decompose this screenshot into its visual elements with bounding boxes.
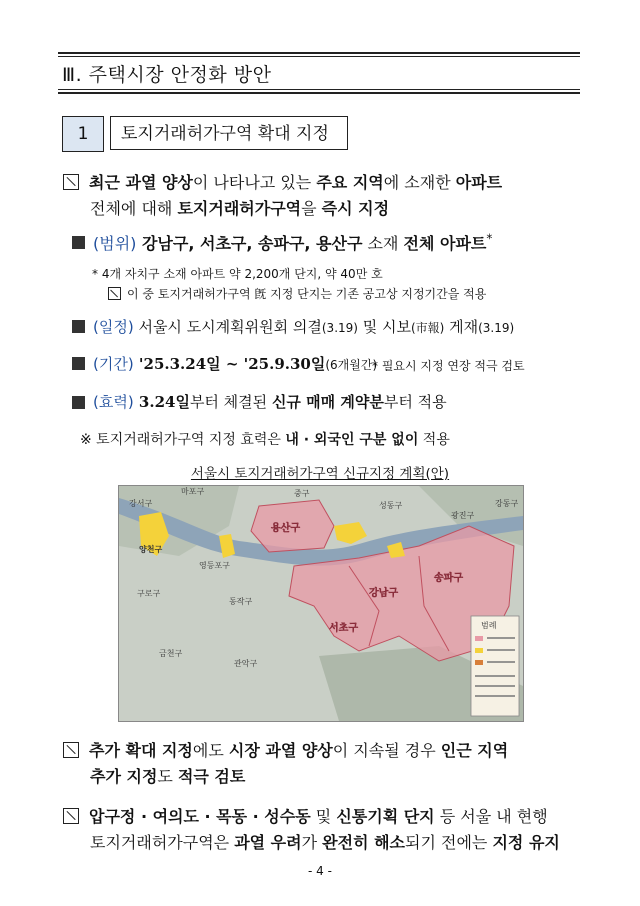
para2-line2: 추가 지정도 적극 검토 bbox=[90, 767, 246, 786]
note-existing-zones: 이 중 토지거래허가구역 旣 지정 단지는 기존 공고상 지정기간을 적용 bbox=[108, 285, 486, 302]
para2-line1: 추가 확대 지정에도 시장 과열 양상이 지속될 경우 인근 지역 bbox=[63, 738, 508, 761]
bullet-period: (기간) '25.3.24일 ~ '25.9.30일(6개월간) bbox=[93, 355, 378, 373]
label-yongsan: 용산구 bbox=[271, 523, 300, 534]
map-title: 서울시 토지거래허가구역 신규지정 계획(안) bbox=[190, 466, 450, 482]
bottom-rule-thick bbox=[58, 92, 580, 94]
bullet-square-icon bbox=[72, 396, 85, 409]
label-dongjak: 동작구 bbox=[229, 597, 253, 606]
label-gangnam: 강남구 bbox=[369, 588, 398, 599]
bullet-schedule: (일정) 서울시 도시계획위원회 의결(3.19) 및 시보(市報) 게재(3.19) bbox=[93, 318, 515, 336]
para3-line1: 압구정 · 여의도 · 목동 · 성수동 및 신통기획 단지 등 서울 내 현행 bbox=[63, 804, 548, 827]
checkbox-icon bbox=[63, 174, 79, 190]
legend-orange-swatch bbox=[475, 660, 483, 665]
label-mapo: 마포구 bbox=[181, 487, 205, 496]
bottom-rule-thin bbox=[58, 89, 580, 90]
note-foreigners: ※ 토지거래허가구역 지정 효력은 내 · 외국인 구분 없이 적용 bbox=[80, 432, 450, 448]
page-number: - 4 - bbox=[308, 864, 332, 878]
label-guro: 구로구 bbox=[137, 589, 161, 598]
para1-line1: 최근 과열 양상이 나타나고 있는 주요 지역에 소재한 아파트 bbox=[63, 170, 502, 193]
bullet-square-icon bbox=[72, 357, 85, 370]
map-graphic bbox=[119, 486, 523, 721]
label-geumcheon: 금천구 bbox=[159, 649, 183, 658]
label-yangcheon: 양천구 bbox=[139, 545, 163, 554]
bullet-square-icon bbox=[72, 236, 85, 249]
checkbox-icon bbox=[63, 742, 79, 758]
item-title-box: 토지거래허가구역 확대 지정 bbox=[110, 116, 348, 150]
label-gangseo: 강서구 bbox=[129, 499, 153, 508]
label-gwangjin: 광진구 bbox=[451, 511, 475, 520]
checkbox-icon bbox=[108, 287, 121, 300]
seoul-zone-map bbox=[118, 485, 524, 722]
label-yeongdeungpo: 영등포구 bbox=[199, 561, 230, 570]
top-rule-thick bbox=[58, 52, 580, 54]
note-apartments: * 4개 자치구 소재 아파트 약 2,200개 단지, 약 40만 호 bbox=[92, 267, 383, 281]
top-rule-thin bbox=[58, 56, 580, 57]
bullet-effect: (효력) 3.24일부터 체결된 신규 매매 계약분부터 적용 bbox=[93, 393, 447, 411]
legend-yellow-swatch bbox=[475, 648, 483, 653]
label-seongdong: 성동구 bbox=[379, 501, 403, 510]
para3-line2: 토지거래허가구역은 과열 우려가 완전히 해소되기 전에는 지정 유지 bbox=[90, 833, 560, 852]
para1-line2: 전체에 대해 토지거래허가구역을 즉시 지정 bbox=[90, 199, 390, 218]
item-number-box: 1 bbox=[62, 116, 104, 152]
legend-pink-swatch bbox=[475, 636, 483, 641]
label-songpa: 송파구 bbox=[434, 573, 463, 584]
section-title: Ⅲ. 주택시장 안정화 방안 bbox=[62, 64, 272, 86]
bullet-scope: (범위) 강남구, 서초구, 송파구, 용산구 소재 전체 아파트* bbox=[93, 231, 493, 253]
label-gwanak: 관악구 bbox=[234, 659, 258, 668]
label-gangdong: 강동구 bbox=[495, 499, 519, 508]
label-seocho: 서초구 bbox=[329, 623, 358, 634]
label-jung: 중구 bbox=[294, 489, 310, 498]
legend-title: 범례 bbox=[481, 621, 497, 630]
checkbox-icon bbox=[63, 808, 79, 824]
bullet-square-icon bbox=[72, 320, 85, 333]
map-legend bbox=[471, 616, 519, 716]
note-extension: * 필요시 지정 연장 적극 검토 bbox=[372, 359, 525, 373]
